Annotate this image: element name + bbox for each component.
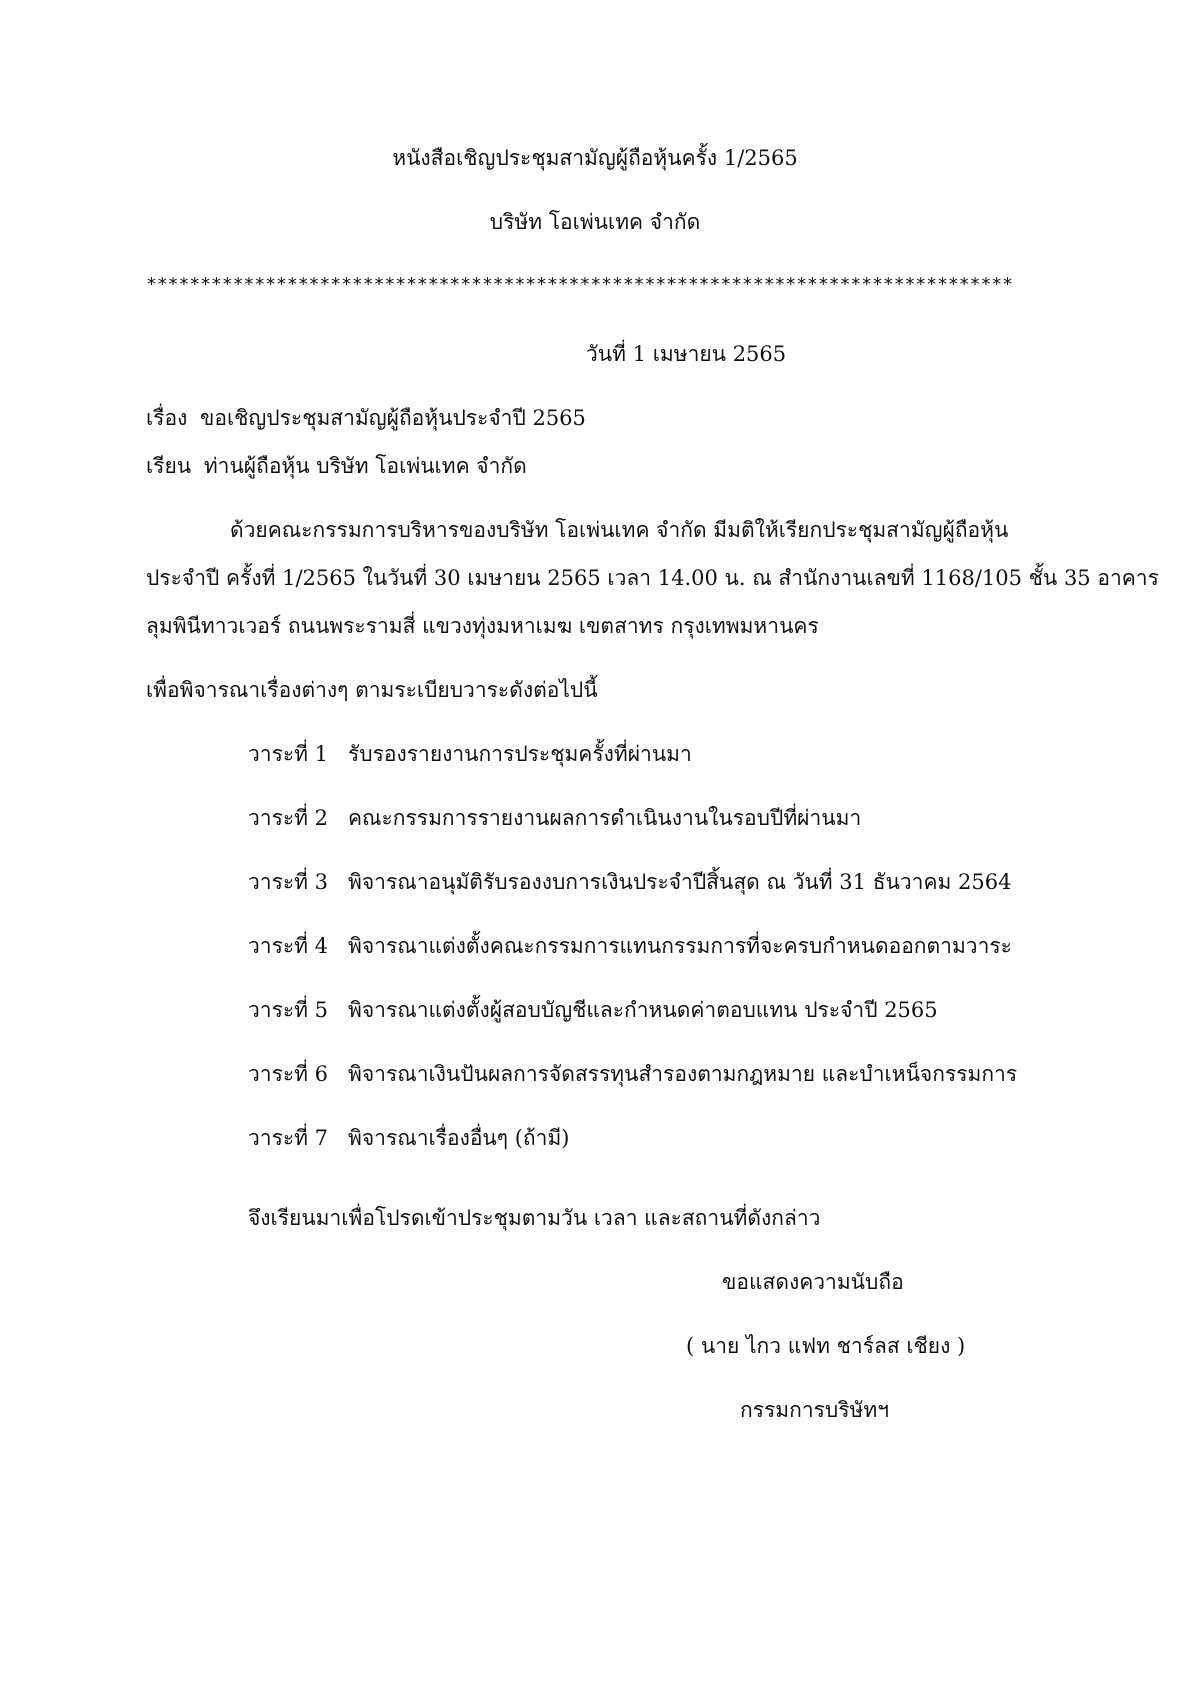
agenda-text: รับรองรายงานการประชุมครั้งที่ผ่านมา [348,742,692,766]
agenda-number: วาระที่ 4 [248,934,329,958]
subject-line [146,408,586,429]
agenda-text: คณะกรรมการรายงานผลการดำเนินงานในรอบปีที่ผ่านมา [348,806,862,830]
recipient-label: เรียน [146,454,192,478]
agenda-number: วาระที่ 7 [248,1126,329,1150]
agenda-number: วาระที่ 3 [248,870,329,894]
agenda-number: วาระที่ 5 [248,998,329,1022]
signatory-position: กรรมการบริษัทฯ [740,1398,889,1422]
agenda-text: พิจารณาเรื่องอื่นๆ (ถ้ามี) [348,1126,570,1150]
company-name: บริษัท โอเพ่นเทค จำกัด [489,210,701,234]
subject-label: เรื่อง [146,406,188,430]
subject-text: ขอเชิญประชุมสามัญผู้ถือหุ้นประจำปี 2565 [200,406,586,430]
separator-line: ******************************************************************************** [146,276,1013,294]
recipient-text: ท่านผู้ถือหุ้น บริษัท โอเพ่นเทค จำกัด [203,454,527,478]
closing-regards: ขอแสดงความนับถือ [722,1270,904,1294]
closing-statement: จึงเรียนมาเพื่อโปรดเข้าประชุมตามวัน เวลา และสถานที่ดังกล่าว [248,1206,821,1230]
agenda-text: พิจารณาแต่งตั้งคณะกรรมการแทนกรรมการที่จะครบกำหนดออกตามวาระ [348,934,1012,958]
signatory-name: ( นาย ไกว แฟท ชาร์ลส เชียง ) [686,1334,966,1358]
agenda-text: พิจารณาอนุมัติรับรองงบการเงินประจำปีสิ้นสุด ณ วันที่ 31 ธันวาคม 2564 [348,870,1012,894]
agenda-number: วาระที่ 6 [248,1062,329,1086]
recipient-line [146,456,527,477]
agenda-text: พิจารณาเงินปันผลการจัดสรรทุนสำรองตามกฎหมาย และบำเหน็จกรรมการ [348,1062,1018,1086]
agenda-text: พิจารณาแต่งตั้งผู้สอบบัญชีและกำหนดค่าตอบแทน ประจำปี 2565 [348,998,938,1022]
body-line-2: ประจำปี ครั้งที่ 1/2565 ในวันที่ 30 เมษายน 2565 เวลา 14.00 น. ณ สำนักงานเลขที่ 1168/105 ชั้น 35 อาคาร [146,566,1159,590]
agenda-intro: เพื่อพิจารณาเรื่องต่างๆ ตามระเบียบวาระดังต่อไปนี้ [146,678,598,702]
agenda-number: วาระที่ 1 [248,742,329,766]
agenda-number: วาระที่ 2 [248,806,329,830]
document-title: หนังสือเชิญประชุมสามัญผู้ถือหุ้นครั้ง 1/2565 [392,146,798,170]
document-date: วันที่ 1 เมษายน 2565 [586,342,787,366]
body-line-1: ด้วยคณะกรรมการบริหารของบริษัท โอเพ่นเทค จำกัด มีมติให้เรียกประชุมสามัญผู้ถือหุ้น [230,518,1009,542]
body-line-3: ลุมพินีทาวเวอร์ ถนนพระรามสี่ แขวงทุ่งมหาเมฆ เขตสาทร กรุงเทพมหานคร [146,614,819,638]
